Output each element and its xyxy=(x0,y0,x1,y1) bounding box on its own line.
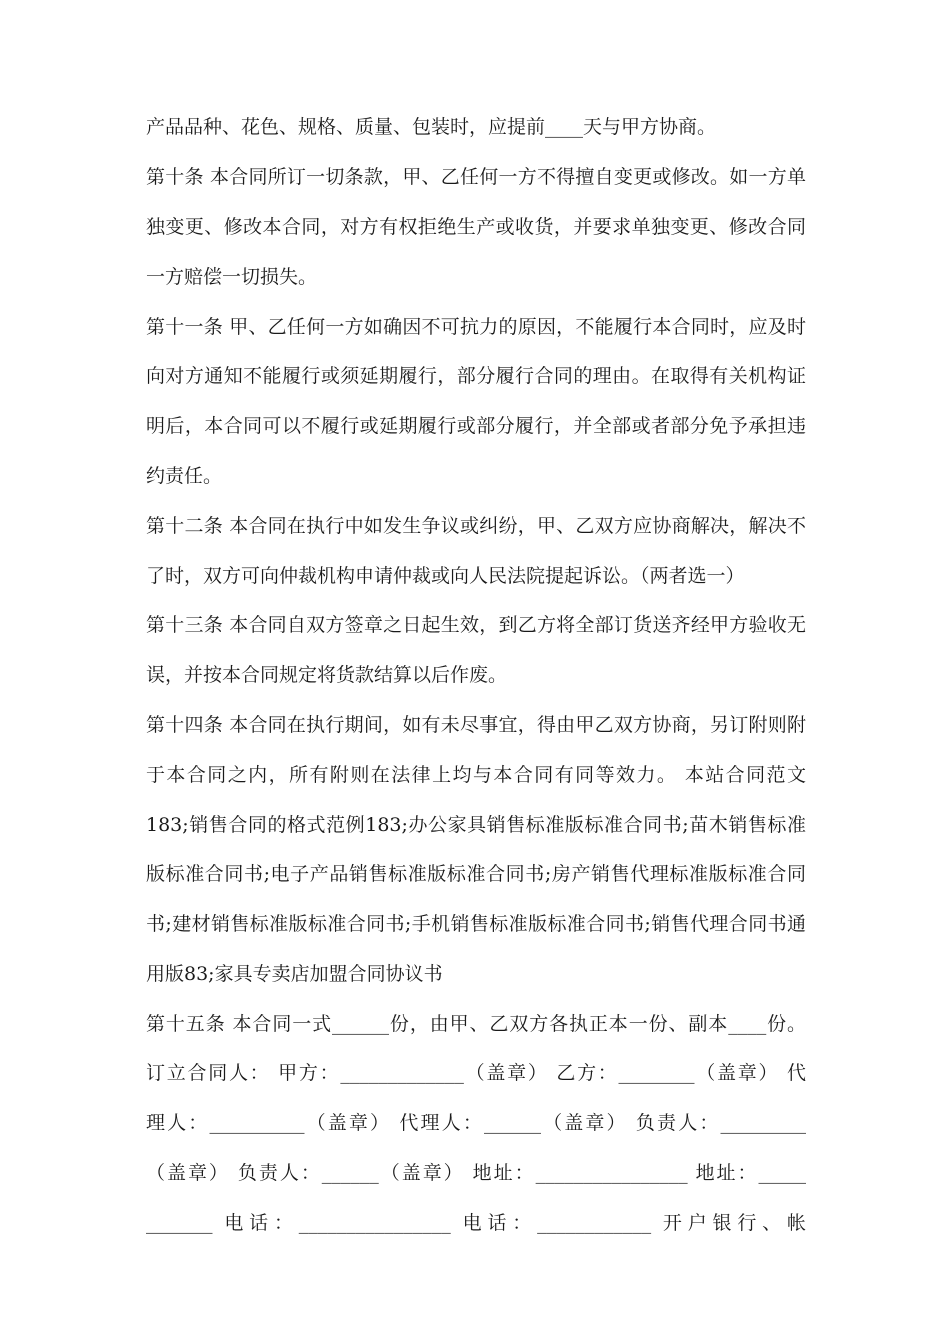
text-line: 误，并按本合同规定将货款结算以后作废。 xyxy=(146,664,508,686)
text-line: 版标准合同书;电子产品销售标准版标准合同书;房产销售代理标准版标准合同 xyxy=(146,863,806,885)
text-line: 第十二条 本合同在执行中如发生争议或纠纷，甲、乙双方应协商解决，解决不 xyxy=(146,515,806,537)
text-line: 第十一条 甲、乙任何一方如确因不可抗力的原因，不能履行本合同时，应及时 xyxy=(146,316,806,338)
text-line: 用版83;家具专卖店加盟合同协议书 xyxy=(146,963,443,985)
text-line: 第十三条 本合同自双方签章之日起生效，到乙方将全部订货送齐经甲方验收无 xyxy=(146,614,806,636)
text-line: 了时，双方可向仲裁机构申请仲裁或向人民法院提起诉讼。（两者选一） xyxy=(146,565,745,587)
text-line: _______ 电话：________________ 电话：____________ 开户银行、帐 xyxy=(146,1212,806,1234)
text-line: 订立合同人： 甲方：_____________（盖章） 乙方：________（盖章） 代 xyxy=(146,1062,806,1084)
text-line: 183;销售合同的格式范例183;办公家具销售标准版标准合同书;苗木销售标准 xyxy=(146,814,806,836)
text-line: 第十五条 本合同一式______份，由甲、乙双方各执正本一份、副本____份。 xyxy=(146,1013,806,1035)
text-line: 向对方通知不能履行或须延期履行，部分履行合同的理由。在取得有关机构证 xyxy=(146,365,806,387)
text-line: 一方赔偿一切损失。 xyxy=(146,266,318,288)
text-line: 约责任。 xyxy=(146,465,223,487)
text-line: 理人：__________（盖章） 代理人：______（盖章） 负责人：_________ xyxy=(146,1112,806,1134)
text-line: 第十条 本合同所订一切条款，甲、乙任何一方不得擅自变更或修改。如一方单 xyxy=(146,166,806,188)
text-line: 明后，本合同可以不履行或延期履行或部分履行，并全部或者部分免予承担违 xyxy=(146,415,806,437)
text-line: （盖章） 负责人：______（盖章） 地址：________________ 地址：_____ xyxy=(146,1162,806,1184)
text-line: 于本合同之内，所有附则在法律上均与本合同有同等效力。 本站合同范文 xyxy=(146,764,806,786)
text-line: 产品品种、花色、规格、质量、包装时，应提前____天与甲方协商。 xyxy=(146,116,717,138)
text-line: 独变更、修改本合同，对方有权拒绝生产或收货，并要求单独变更、修改合同 xyxy=(146,216,806,238)
text-line: 第十四条 本合同在执行期间，如有未尽事宜，得由甲乙双方协商，另订附则附 xyxy=(146,714,806,736)
text-line: 书;建材销售标准版标准合同书;手机销售标准版标准合同书;销售代理合同书通 xyxy=(146,913,806,935)
